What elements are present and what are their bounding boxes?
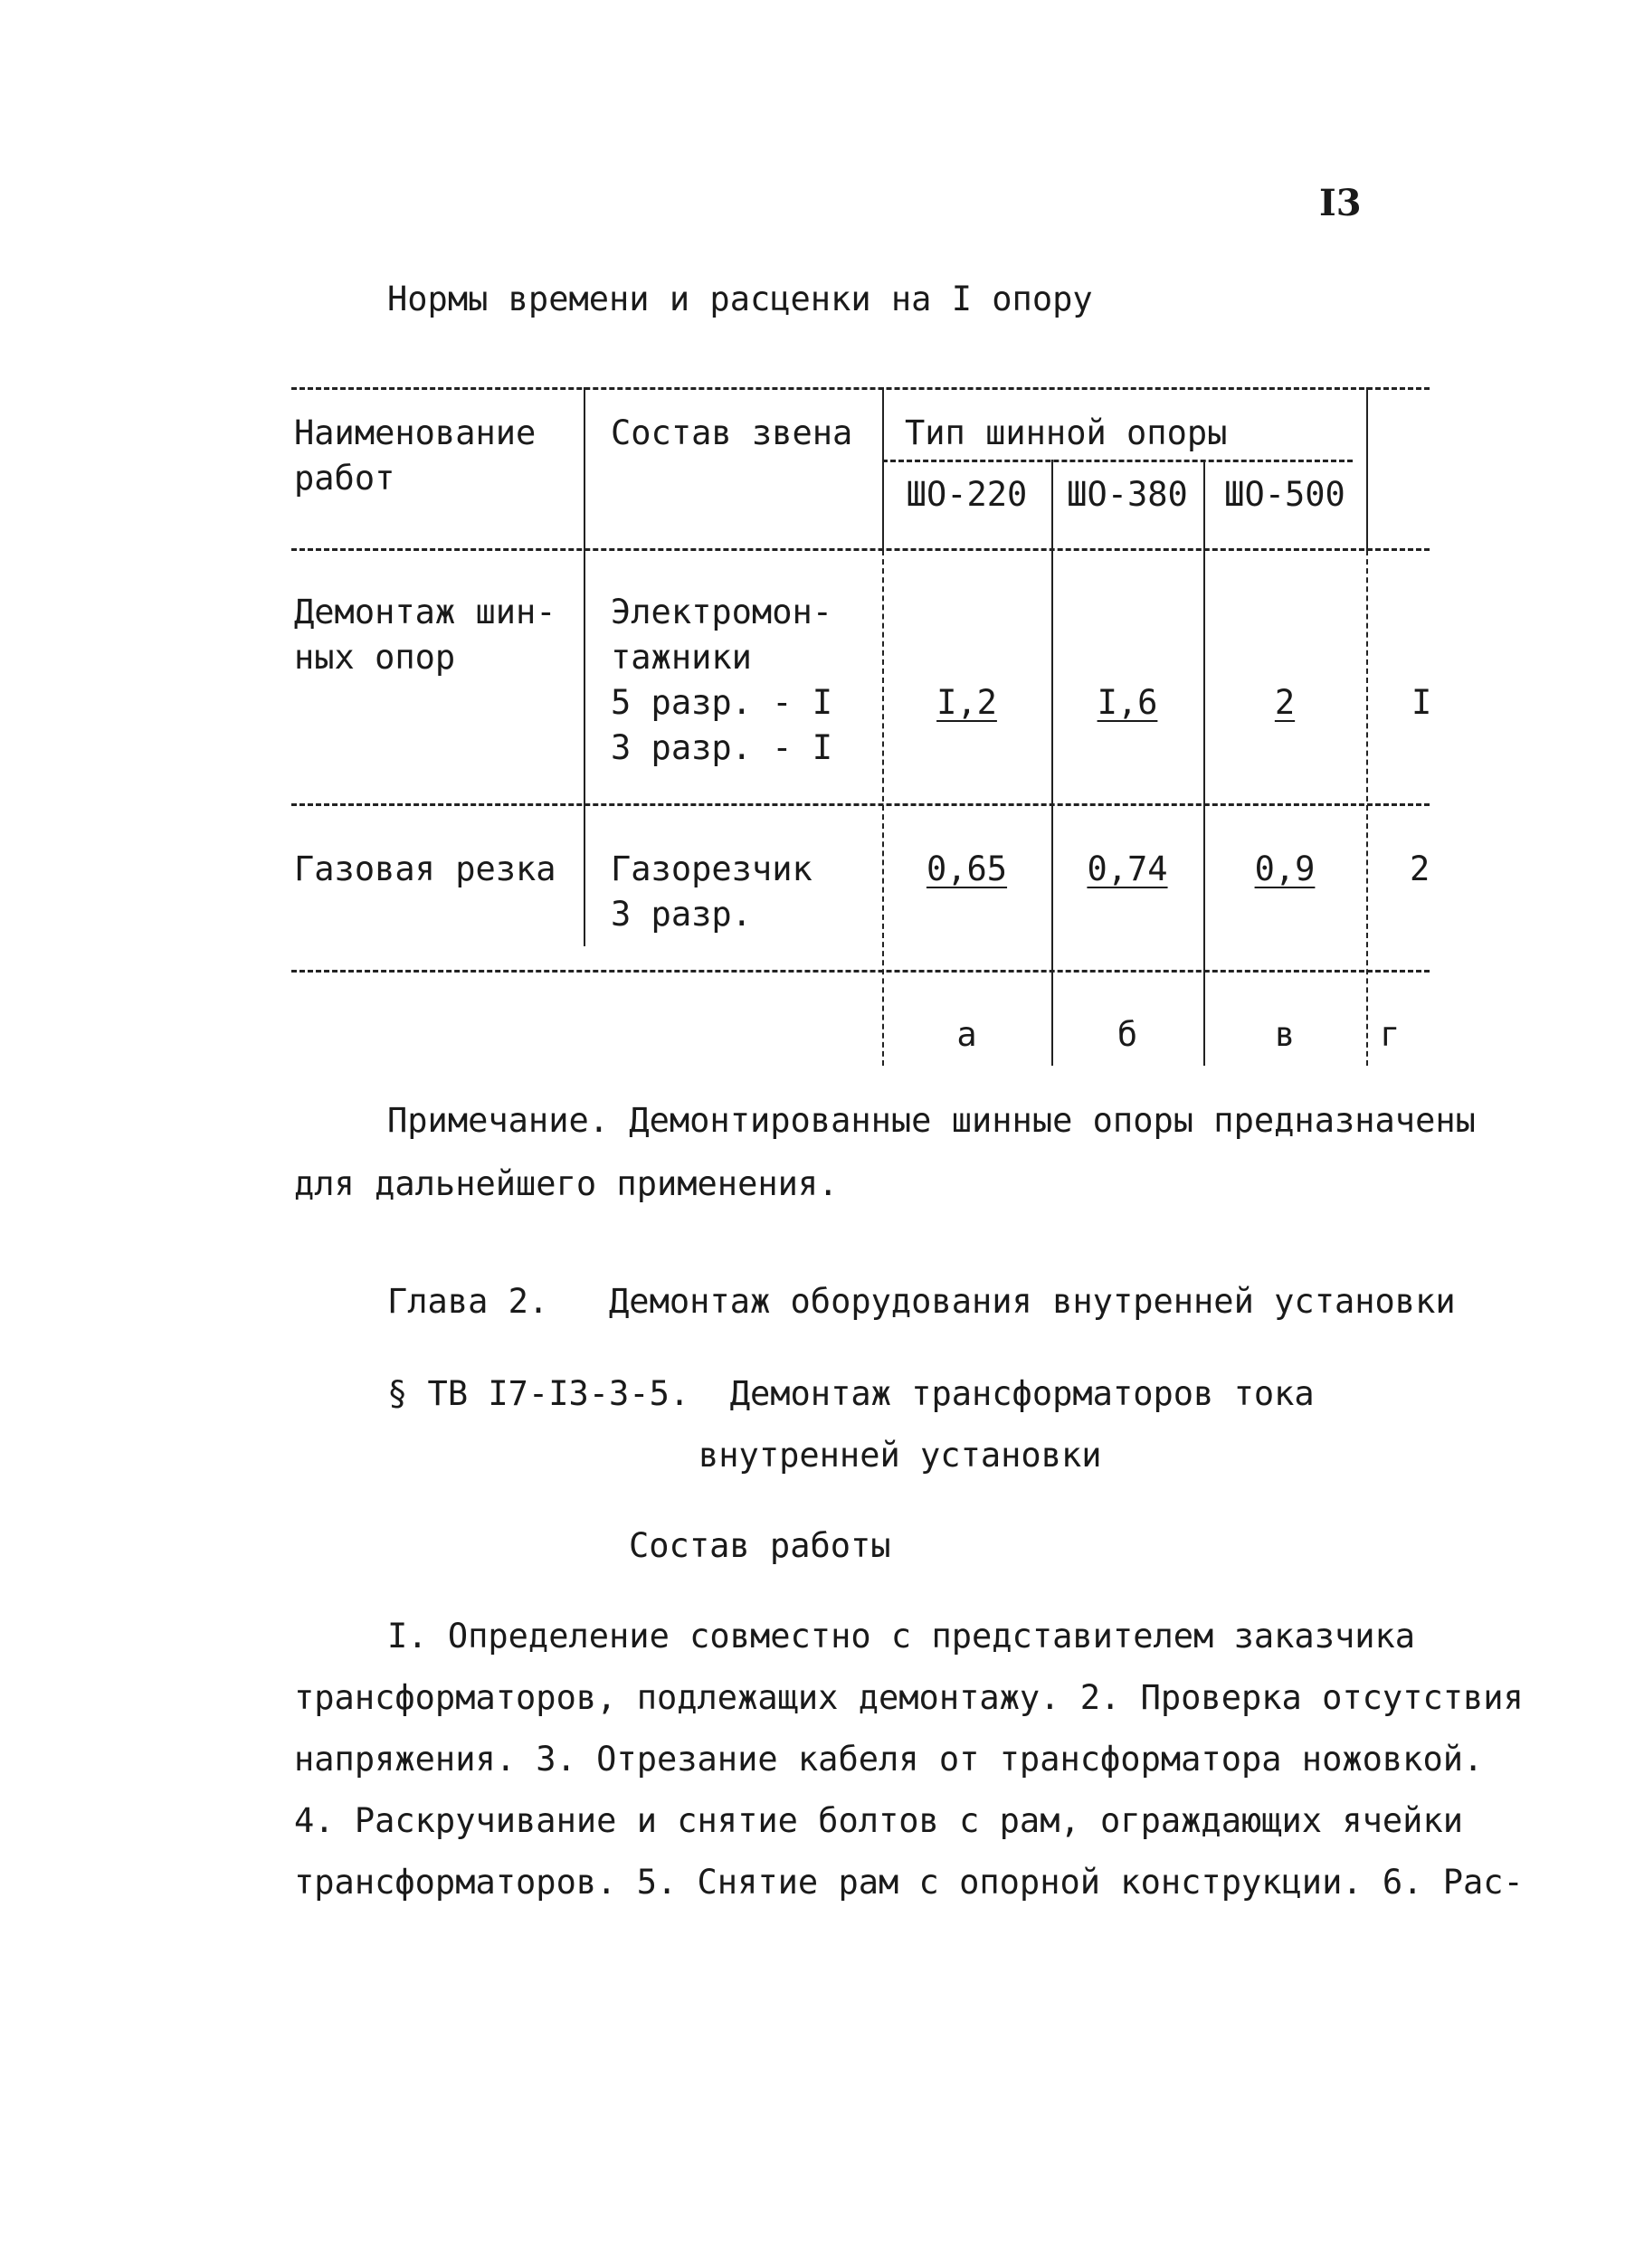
row1-bottom-rule [291,803,1430,806]
section-heading-line1: § ТВ I7-I3-3-5. Демонтаж трансформаторов тока [387,1374,1315,1413]
row1-value-2: I,6 [1097,683,1158,722]
column-letter-g: г [1380,1015,1401,1054]
column-letter-v: в [1274,1015,1296,1054]
header-type-2: ШО-380 [1067,475,1188,514]
table-top-rule [291,387,1430,390]
col-divider-types [882,550,884,1066]
note-line1: Примечание. Демонтированные шинные опоры предназначены [387,1101,1476,1140]
body-line1: I. Определение совместно с представителем заказчика [387,1617,1416,1656]
header-name-line1: Наименование [294,413,537,452]
row2-value-3: 0,9 [1254,849,1316,888]
page-number: I3 [1319,182,1362,224]
row2-crew-line2: 3 разр. [611,895,752,934]
col-divider-type2 [1051,460,1053,1066]
col-divider-crew [584,387,585,946]
col-divider-type3 [1203,460,1205,1066]
work-composition-title: Состав работы [629,1526,891,1565]
body-line2: трансформаторов, подлежащих демонтажу. 2. Проверка отсутствия [294,1678,1524,1717]
col-divider-last [1366,550,1368,1066]
header-bottom-rule [291,548,1430,551]
column-letter-a: а [956,1015,977,1054]
row2-bottom-rule [291,970,1430,973]
row2-name: Газовая резка [294,849,556,888]
column-letter-b: б [1117,1015,1138,1054]
body-line3: напряжения. 3. Отрезание кабеля от трансформатора ножовкой. [294,1740,1484,1779]
row2-value-2: 0,74 [1087,849,1168,888]
header-name-line2: работ [294,459,395,498]
header-type-group: Тип шинной опоры [905,413,1228,452]
row2-crew-line1: Газорезчик [611,849,812,888]
header-type-3: ШО-500 [1224,475,1345,514]
row1-name-line2: ных опор [294,638,456,677]
row1-number: I [1411,683,1432,722]
body-line5: трансформаторов. 5. Снятие рам с опорной конструкции. 6. Рас- [294,1863,1524,1902]
col-divider-last-head [1366,387,1368,550]
table-caption: Нормы времени и расценки на I опору [387,280,1093,318]
header-type-1: ШО-220 [906,475,1028,514]
row1-value-1: I,2 [936,683,997,722]
chapter-heading: Глава 2. Демонтаж оборудования внутренней установки [387,1282,1456,1321]
body-line4: 4. Раскручивание и снятие болтов с рам, ограждающих ячейки [294,1801,1464,1840]
row1-name-line1: Демонтаж шин- [294,593,556,631]
row2-number: 2 [1410,849,1430,888]
row2-value-1: 0,65 [926,849,1008,888]
note-line2: для дальнейшего применения. [294,1164,839,1203]
row1-crew-line1: Электромон- [611,593,833,631]
col-divider-types-head [882,387,884,550]
row1-crew-line4: 3 разр. - I [611,728,833,767]
type-subheader-rule [882,460,1353,462]
section-heading-line2: внутренней установки [698,1436,1102,1475]
row1-crew-line3: 5 разр. - I [611,683,833,722]
row1-crew-line2: тажники [611,638,752,677]
header-crew: Состав звена [611,413,853,452]
row1-value-3: 2 [1274,683,1296,722]
